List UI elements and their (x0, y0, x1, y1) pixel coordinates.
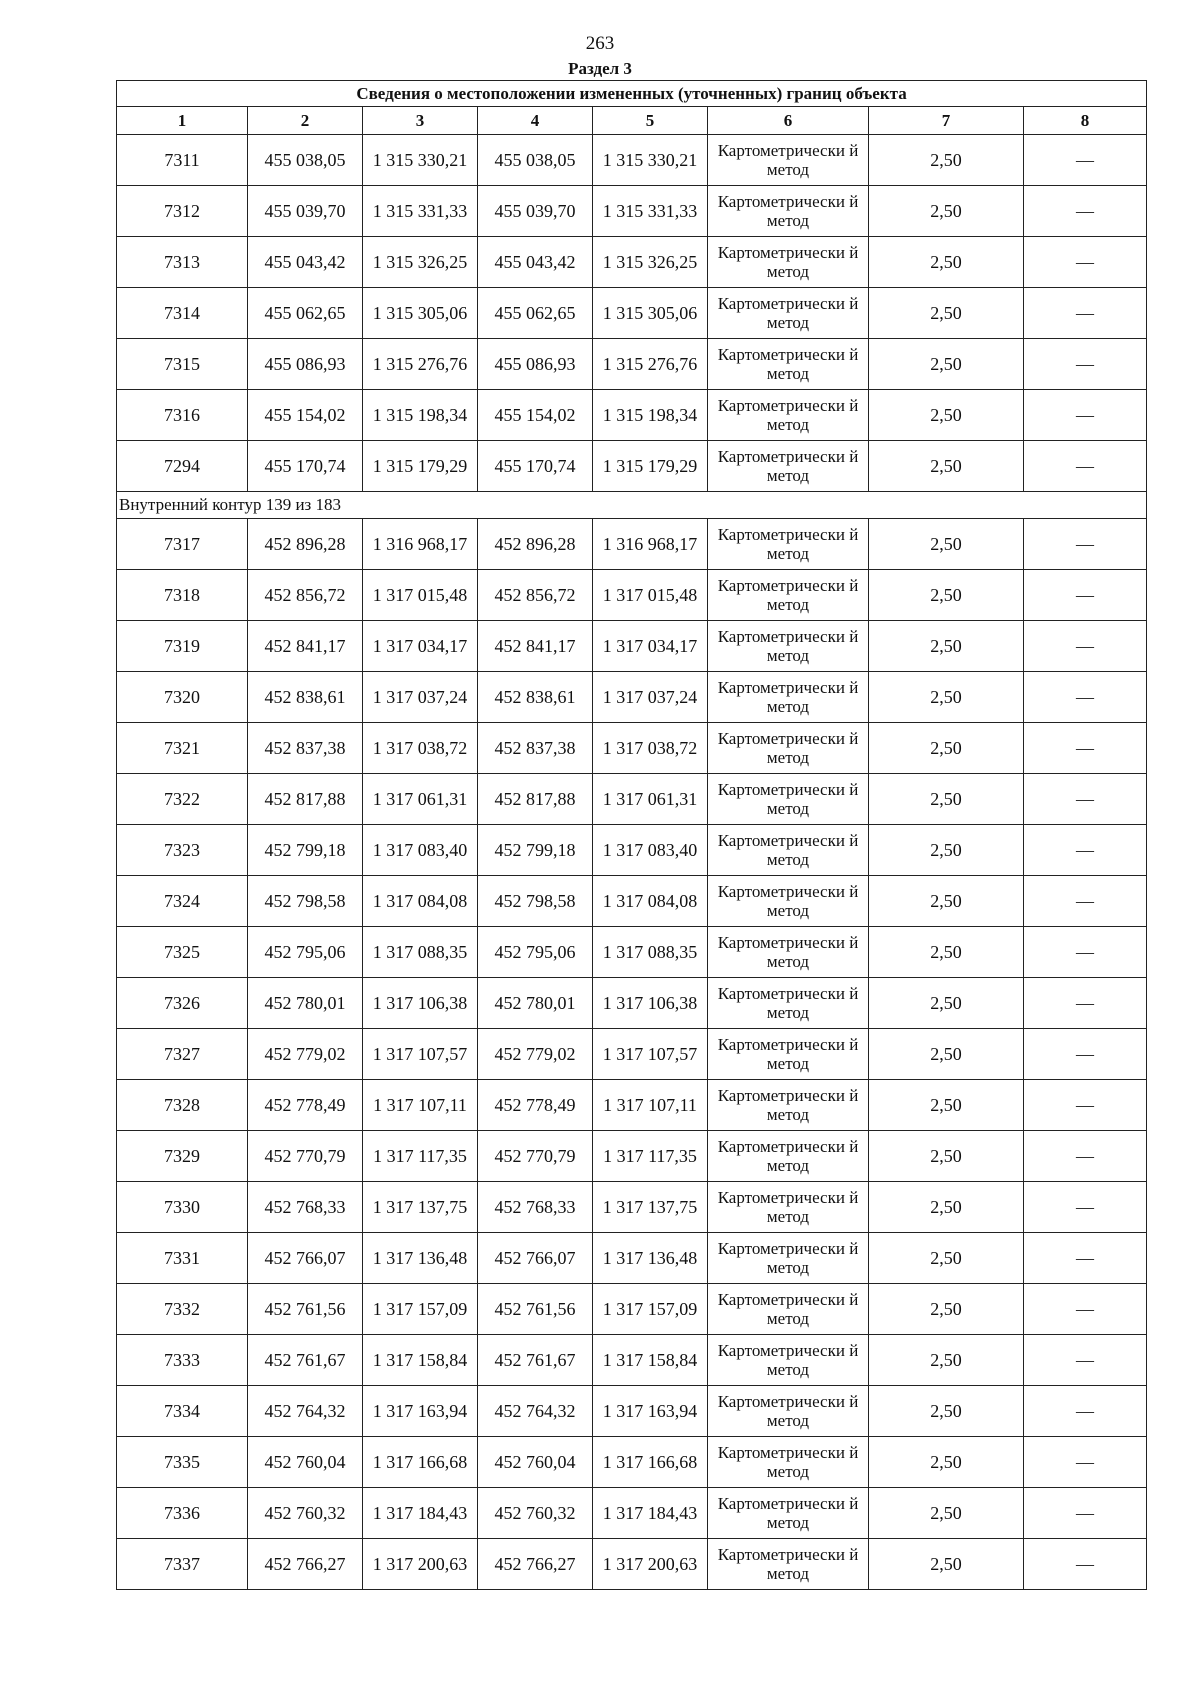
point-id-cell: 7333 (117, 1335, 248, 1386)
x-existing-cell: 455 043,42 (248, 237, 363, 288)
y-new-cell: 1 317 106,38 (593, 978, 708, 1029)
table-row (117, 519, 1147, 570)
point-id-cell: 7319 (117, 621, 248, 672)
point-id-cell: 7332 (117, 1284, 248, 1335)
description-cell: — (1024, 570, 1147, 621)
column-number-3: 3 (363, 107, 478, 135)
table-row (117, 1437, 1147, 1488)
description-cell: — (1024, 1233, 1147, 1284)
point-id-cell: 7312 (117, 186, 248, 237)
y-existing-cell: 1 317 137,75 (363, 1182, 478, 1233)
y-existing-cell: 1 317 184,43 (363, 1488, 478, 1539)
description-cell: — (1024, 339, 1147, 390)
accuracy-cell: 2,50 (869, 288, 1024, 339)
accuracy-cell: 2,50 (869, 978, 1024, 1029)
description-cell: — (1024, 1539, 1147, 1590)
accuracy-cell: 2,50 (869, 1029, 1024, 1080)
description-cell: — (1024, 237, 1147, 288)
x-existing-cell: 452 798,58 (248, 876, 363, 927)
y-existing-cell: 1 317 136,48 (363, 1233, 478, 1284)
y-new-cell: 1 315 326,25 (593, 237, 708, 288)
x-existing-cell: 452 770,79 (248, 1131, 363, 1182)
boundary-coordinates-table (116, 80, 1147, 1590)
method-cell: Картометрически й метод (708, 519, 869, 570)
description-cell: — (1024, 723, 1147, 774)
description-cell: — (1024, 1284, 1147, 1335)
description-cell: — (1024, 825, 1147, 876)
method-cell: Картометрически й метод (708, 1335, 869, 1386)
y-existing-cell: 1 315 198,34 (363, 390, 478, 441)
table-body (117, 135, 1147, 1590)
x-new-cell: 452 838,61 (478, 672, 593, 723)
x-new-cell: 455 086,93 (478, 339, 593, 390)
method-cell: Картометрически й метод (708, 390, 869, 441)
column-number-2: 2 (248, 107, 363, 135)
column-number-row (117, 107, 1147, 135)
x-new-cell: 452 779,02 (478, 1029, 593, 1080)
y-existing-cell: 1 317 163,94 (363, 1386, 478, 1437)
contour-row (117, 492, 1147, 519)
method-cell: Картометрически й метод (708, 339, 869, 390)
x-new-cell: 452 795,06 (478, 927, 593, 978)
accuracy-cell: 2,50 (869, 1182, 1024, 1233)
point-id-cell: 7317 (117, 519, 248, 570)
y-new-cell: 1 317 088,35 (593, 927, 708, 978)
page-number: 263 (585, 33, 615, 54)
y-new-cell: 1 317 034,17 (593, 621, 708, 672)
description-cell: — (1024, 390, 1147, 441)
x-existing-cell: 452 896,28 (248, 519, 363, 570)
accuracy-cell: 2,50 (869, 1233, 1024, 1284)
y-new-cell: 1 316 968,17 (593, 519, 708, 570)
accuracy-cell: 2,50 (869, 1131, 1024, 1182)
description-cell: — (1024, 1131, 1147, 1182)
accuracy-cell: 2,50 (869, 723, 1024, 774)
x-existing-cell: 452 760,32 (248, 1488, 363, 1539)
y-existing-cell: 1 315 276,76 (363, 339, 478, 390)
accuracy-cell: 2,50 (869, 570, 1024, 621)
method-cell: Картометрически й метод (708, 1539, 869, 1590)
y-new-cell: 1 317 137,75 (593, 1182, 708, 1233)
y-new-cell: 1 315 179,29 (593, 441, 708, 492)
y-existing-cell: 1 317 083,40 (363, 825, 478, 876)
y-existing-cell: 1 317 034,17 (363, 621, 478, 672)
y-existing-cell: 1 315 305,06 (363, 288, 478, 339)
y-existing-cell: 1 317 106,38 (363, 978, 478, 1029)
method-cell: Картометрически й метод (708, 978, 869, 1029)
method-cell: Картометрически й метод (708, 1488, 869, 1539)
point-id-cell: 7294 (117, 441, 248, 492)
table-row (117, 288, 1147, 339)
point-id-cell: 7335 (117, 1437, 248, 1488)
table-row (117, 723, 1147, 774)
method-cell: Картометрически й метод (708, 1080, 869, 1131)
table-row (117, 1284, 1147, 1335)
description-cell: — (1024, 1182, 1147, 1233)
method-cell: Картометрически й метод (708, 1284, 869, 1335)
accuracy-cell: 2,50 (869, 927, 1024, 978)
description-cell: — (1024, 1437, 1147, 1488)
x-new-cell: 452 896,28 (478, 519, 593, 570)
description-cell: — (1024, 621, 1147, 672)
y-new-cell: 1 317 038,72 (593, 723, 708, 774)
method-cell: Картометрически й метод (708, 570, 869, 621)
description-cell: — (1024, 978, 1147, 1029)
x-existing-cell: 455 154,02 (248, 390, 363, 441)
accuracy-cell: 2,50 (869, 672, 1024, 723)
x-existing-cell: 452 766,07 (248, 1233, 363, 1284)
x-existing-cell: 452 779,02 (248, 1029, 363, 1080)
x-new-cell: 452 770,79 (478, 1131, 593, 1182)
point-id-cell: 7322 (117, 774, 248, 825)
section-title: Раздел 3 (568, 59, 632, 78)
method-cell: Картометрически й метод (708, 441, 869, 492)
y-existing-cell: 1 317 107,57 (363, 1029, 478, 1080)
method-cell: Картометрически й метод (708, 1131, 869, 1182)
column-number-5: 5 (593, 107, 708, 135)
description-cell: — (1024, 288, 1147, 339)
accuracy-cell: 2,50 (869, 1437, 1024, 1488)
x-existing-cell: 452 764,32 (248, 1386, 363, 1437)
column-number-4: 4 (478, 107, 593, 135)
x-existing-cell: 452 768,33 (248, 1182, 363, 1233)
x-new-cell: 455 038,05 (478, 135, 593, 186)
y-existing-cell: 1 317 200,63 (363, 1539, 478, 1590)
accuracy-cell: 2,50 (869, 237, 1024, 288)
method-cell: Картометрически й метод (708, 1233, 869, 1284)
x-new-cell: 455 039,70 (478, 186, 593, 237)
table-row (117, 1386, 1147, 1437)
description-cell: — (1024, 1335, 1147, 1386)
accuracy-cell: 2,50 (869, 621, 1024, 672)
y-new-cell: 1 317 083,40 (593, 825, 708, 876)
method-cell: Картометрически й метод (708, 825, 869, 876)
y-new-cell: 1 317 117,35 (593, 1131, 708, 1182)
y-new-cell: 1 317 136,48 (593, 1233, 708, 1284)
accuracy-cell: 2,50 (869, 1080, 1024, 1131)
point-id-cell: 7318 (117, 570, 248, 621)
x-new-cell: 452 760,04 (478, 1437, 593, 1488)
description-cell: — (1024, 441, 1147, 492)
point-id-cell: 7316 (117, 390, 248, 441)
point-id-cell: 7315 (117, 339, 248, 390)
point-id-cell: 7320 (117, 672, 248, 723)
column-number-8: 8 (1024, 107, 1147, 135)
x-existing-cell: 452 795,06 (248, 927, 363, 978)
x-new-cell: 452 856,72 (478, 570, 593, 621)
point-id-cell: 7327 (117, 1029, 248, 1080)
table-row (117, 186, 1147, 237)
y-new-cell: 1 317 157,09 (593, 1284, 708, 1335)
point-id-cell: 7324 (117, 876, 248, 927)
accuracy-cell: 2,50 (869, 1284, 1024, 1335)
y-new-cell: 1 317 158,84 (593, 1335, 708, 1386)
accuracy-cell: 2,50 (869, 1488, 1024, 1539)
x-existing-cell: 452 760,04 (248, 1437, 363, 1488)
method-cell: Картометрически й метод (708, 135, 869, 186)
x-new-cell: 452 778,49 (478, 1080, 593, 1131)
point-id-cell: 7328 (117, 1080, 248, 1131)
y-new-cell: 1 315 305,06 (593, 288, 708, 339)
table-row (117, 570, 1147, 621)
method-cell: Картометрически й метод (708, 1182, 869, 1233)
accuracy-cell: 2,50 (869, 135, 1024, 186)
x-existing-cell: 452 856,72 (248, 570, 363, 621)
table-row (117, 621, 1147, 672)
point-id-cell: 7313 (117, 237, 248, 288)
y-new-cell: 1 317 015,48 (593, 570, 708, 621)
x-new-cell: 452 766,27 (478, 1539, 593, 1590)
table-row (117, 1335, 1147, 1386)
y-new-cell: 1 317 166,68 (593, 1437, 708, 1488)
point-id-cell: 7329 (117, 1131, 248, 1182)
method-cell: Картометрически й метод (708, 237, 869, 288)
y-new-cell: 1 317 084,08 (593, 876, 708, 927)
point-id-cell: 7337 (117, 1539, 248, 1590)
table-row (117, 1488, 1147, 1539)
description-cell: — (1024, 1029, 1147, 1080)
y-existing-cell: 1 317 107,11 (363, 1080, 478, 1131)
table-row (117, 1131, 1147, 1182)
y-new-cell: 1 317 200,63 (593, 1539, 708, 1590)
x-existing-cell: 452 766,27 (248, 1539, 363, 1590)
description-cell: — (1024, 1488, 1147, 1539)
y-existing-cell: 1 315 326,25 (363, 237, 478, 288)
accuracy-cell: 2,50 (869, 441, 1024, 492)
y-existing-cell: 1 317 038,72 (363, 723, 478, 774)
accuracy-cell: 2,50 (869, 774, 1024, 825)
table-caption: Сведения о местоположении измененных (уточненных) границ объекта (117, 81, 1147, 107)
method-cell: Картометрически й метод (708, 672, 869, 723)
y-new-cell: 1 317 107,11 (593, 1080, 708, 1131)
y-existing-cell: 1 315 179,29 (363, 441, 478, 492)
y-new-cell: 1 317 037,24 (593, 672, 708, 723)
x-new-cell: 452 761,67 (478, 1335, 593, 1386)
table-row (117, 237, 1147, 288)
x-new-cell: 452 799,18 (478, 825, 593, 876)
point-id-cell: 7321 (117, 723, 248, 774)
x-existing-cell: 452 761,56 (248, 1284, 363, 1335)
y-existing-cell: 1 317 088,35 (363, 927, 478, 978)
point-id-cell: 7311 (117, 135, 248, 186)
table-row (117, 339, 1147, 390)
column-number-1: 1 (117, 107, 248, 135)
y-new-cell: 1 317 163,94 (593, 1386, 708, 1437)
y-new-cell: 1 315 331,33 (593, 186, 708, 237)
method-cell: Картометрически й метод (708, 1029, 869, 1080)
x-new-cell: 452 768,33 (478, 1182, 593, 1233)
y-existing-cell: 1 317 037,24 (363, 672, 478, 723)
table-row (117, 927, 1147, 978)
x-existing-cell: 452 838,61 (248, 672, 363, 723)
table-row (117, 390, 1147, 441)
x-new-cell: 452 837,38 (478, 723, 593, 774)
method-cell: Картометрически й метод (708, 1437, 869, 1488)
method-cell: Картометрически й метод (708, 621, 869, 672)
x-existing-cell: 455 062,65 (248, 288, 363, 339)
x-existing-cell: 452 799,18 (248, 825, 363, 876)
x-new-cell: 452 798,58 (478, 876, 593, 927)
point-id-cell: 7314 (117, 288, 248, 339)
x-existing-cell: 452 841,17 (248, 621, 363, 672)
description-cell: — (1024, 927, 1147, 978)
point-id-cell: 7326 (117, 978, 248, 1029)
description-cell: — (1024, 186, 1147, 237)
y-existing-cell: 1 315 331,33 (363, 186, 478, 237)
point-id-cell: 7325 (117, 927, 248, 978)
table-row (117, 1233, 1147, 1284)
point-id-cell: 7330 (117, 1182, 248, 1233)
table-row (117, 1080, 1147, 1131)
point-id-cell: 7336 (117, 1488, 248, 1539)
table-row (117, 1182, 1147, 1233)
accuracy-cell: 2,50 (869, 519, 1024, 570)
table-row (117, 672, 1147, 723)
y-new-cell: 1 315 276,76 (593, 339, 708, 390)
y-new-cell: 1 317 184,43 (593, 1488, 708, 1539)
contour-label: Внутренний контур 139 из 183 (117, 492, 1147, 519)
description-cell: — (1024, 519, 1147, 570)
accuracy-cell: 2,50 (869, 876, 1024, 927)
x-existing-cell: 455 039,70 (248, 186, 363, 237)
y-existing-cell: 1 316 968,17 (363, 519, 478, 570)
x-existing-cell: 452 780,01 (248, 978, 363, 1029)
description-cell: — (1024, 876, 1147, 927)
column-number-7: 7 (869, 107, 1024, 135)
y-existing-cell: 1 317 061,31 (363, 774, 478, 825)
method-cell: Картометрически й метод (708, 876, 869, 927)
description-cell: — (1024, 1386, 1147, 1437)
description-cell: — (1024, 774, 1147, 825)
method-cell: Картометрически й метод (708, 186, 869, 237)
accuracy-cell: 2,50 (869, 1386, 1024, 1437)
x-existing-cell: 455 170,74 (248, 441, 363, 492)
x-new-cell: 455 154,02 (478, 390, 593, 441)
x-new-cell: 455 170,74 (478, 441, 593, 492)
accuracy-cell: 2,50 (869, 825, 1024, 876)
y-existing-cell: 1 317 157,09 (363, 1284, 478, 1335)
y-existing-cell: 1 317 166,68 (363, 1437, 478, 1488)
x-existing-cell: 452 837,38 (248, 723, 363, 774)
table-row (117, 1029, 1147, 1080)
x-existing-cell: 455 086,93 (248, 339, 363, 390)
x-new-cell: 452 841,17 (478, 621, 593, 672)
y-existing-cell: 1 315 330,21 (363, 135, 478, 186)
accuracy-cell: 2,50 (869, 1335, 1024, 1386)
point-id-cell: 7334 (117, 1386, 248, 1437)
y-existing-cell: 1 317 015,48 (363, 570, 478, 621)
accuracy-cell: 2,50 (869, 339, 1024, 390)
point-id-cell: 7323 (117, 825, 248, 876)
x-new-cell: 455 043,42 (478, 237, 593, 288)
x-existing-cell: 452 817,88 (248, 774, 363, 825)
x-existing-cell: 455 038,05 (248, 135, 363, 186)
method-cell: Картометрически й метод (708, 927, 869, 978)
y-new-cell: 1 315 198,34 (593, 390, 708, 441)
column-number-6: 6 (708, 107, 869, 135)
table-row (117, 1539, 1147, 1590)
accuracy-cell: 2,50 (869, 1539, 1024, 1590)
y-new-cell: 1 317 061,31 (593, 774, 708, 825)
table-row (117, 876, 1147, 927)
x-new-cell: 452 766,07 (478, 1233, 593, 1284)
x-new-cell: 452 764,32 (478, 1386, 593, 1437)
table-row (117, 135, 1147, 186)
x-new-cell: 452 817,88 (478, 774, 593, 825)
x-new-cell: 452 761,56 (478, 1284, 593, 1335)
y-existing-cell: 1 317 084,08 (363, 876, 478, 927)
accuracy-cell: 2,50 (869, 390, 1024, 441)
table-row (117, 441, 1147, 492)
method-cell: Картометрически й метод (708, 774, 869, 825)
y-new-cell: 1 317 107,57 (593, 1029, 708, 1080)
method-cell: Картометрически й метод (708, 723, 869, 774)
x-existing-cell: 452 761,67 (248, 1335, 363, 1386)
accuracy-cell: 2,50 (869, 186, 1024, 237)
x-new-cell: 452 780,01 (478, 978, 593, 1029)
x-existing-cell: 452 778,49 (248, 1080, 363, 1131)
point-id-cell: 7331 (117, 1233, 248, 1284)
description-cell: — (1024, 672, 1147, 723)
description-cell: — (1024, 135, 1147, 186)
y-existing-cell: 1 317 158,84 (363, 1335, 478, 1386)
method-cell: Картометрически й метод (708, 1386, 869, 1437)
x-new-cell: 452 760,32 (478, 1488, 593, 1539)
x-new-cell: 455 062,65 (478, 288, 593, 339)
table-row (117, 825, 1147, 876)
table-row (117, 978, 1147, 1029)
y-new-cell: 1 315 330,21 (593, 135, 708, 186)
method-cell: Картометрически й метод (708, 288, 869, 339)
description-cell: — (1024, 1080, 1147, 1131)
table-row (117, 774, 1147, 825)
y-existing-cell: 1 317 117,35 (363, 1131, 478, 1182)
